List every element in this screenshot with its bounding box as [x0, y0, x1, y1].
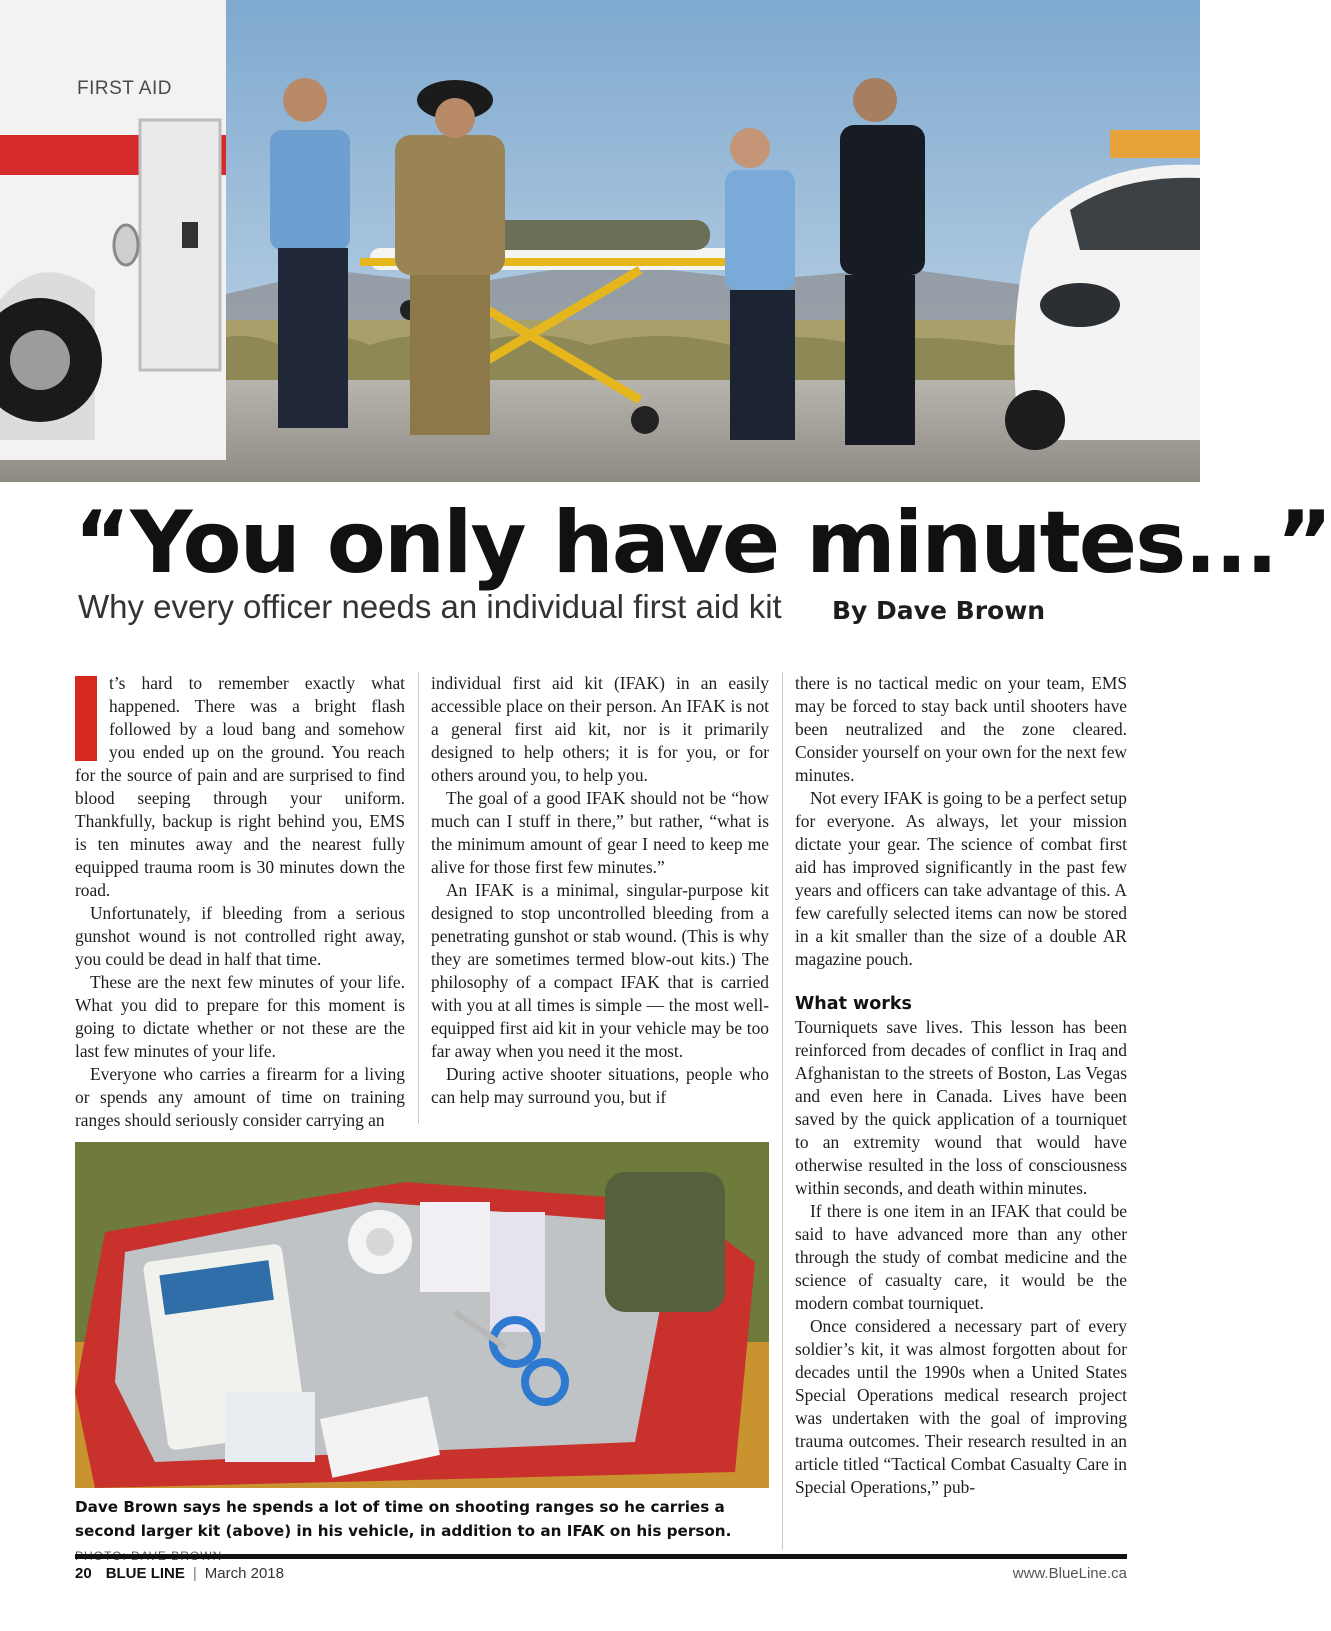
hero-photo — [0, 0, 1200, 482]
article-column-1 — [75, 672, 405, 1132]
column-divider — [418, 672, 419, 1124]
paragraph: Tourniquets save lives. This lesson has been reinforced from decades of conflict in Iraq and Afghanistan to the streets of Boston, Las Vegas and even here in Canada. Lives have been saved by the quick application of a tourniquet to an extremity wound that would have otherwise resulted in the loss of consciousness within seconds, and death within minutes. — [795, 1017, 1127, 1198]
paragraph: These are the next few minutes of your life. What you did to prepare for this moment is going to dictate whether or not these are the last few minutes of your life. — [75, 972, 405, 1061]
paragraph: The goal of a good IFAK should not be “how much can I stuff in there,” but rather, “what is the minimum amount of gear I need to keep me alive for those first few minutes.” — [431, 788, 769, 877]
page-number: 20 — [75, 1565, 92, 1582]
issue-date: March 2018 — [204, 1565, 284, 1582]
byline: By Dave Brown — [832, 596, 1046, 625]
drop-cap-bar — [75, 676, 97, 761]
article-column-3 — [795, 672, 1127, 1499]
paragraph: An IFAK is a minimal, singular-purpose kit designed to stop uncontrolled bleeding from a penetrating gunshot or stab wound. (This is why they are sometimes termed blow-out kits.) The philosophy of a compact IFAK that is carried with you at all times is simple — the most well-equipped first aid kit in your vehicle may be too far away when you need it the most. — [431, 880, 769, 1061]
paragraph: If there is one item in an IFAK that could be said to have advanced more than any other through the study of combat medicine and the science of casualty care, it would be the modern combat tourniquet. — [795, 1201, 1127, 1313]
footer-rule — [75, 1554, 1127, 1559]
website-link[interactable]: www.BlueLine.ca — [1012, 1565, 1127, 1582]
subhead: What works — [795, 994, 912, 1014]
section-tag: FIRST AID — [77, 78, 172, 99]
paragraph: Unfortunately, if bleeding from a serious gunshot wound is not controlled right away, you could be dead in half that time. — [75, 903, 405, 969]
footer-separator: | — [192, 1565, 197, 1582]
paragraph: During active shooter situations, people who can help may surround you, but if — [431, 1064, 769, 1107]
kit-photo — [75, 1142, 769, 1488]
page-footer — [75, 1565, 1127, 1582]
paragraph: t’s hard to remember exactly what happened. There was a bright flash followed by a loud bang and somehow you ended up on the ground. You reach for the source of pain and are surprised to find blood seeping through your uniform. Thankfully, backup is right behind you, EMS is ten minutes away and the nearest fully equipped trauma room is 30 minutes down the road. — [75, 673, 405, 900]
paragraph: individual first aid kit (IFAK) in an easily accessible place on their person. An IFAK is not a general first aid kit, nor is it primarily designed to help others; it is for you, or for others around you, to help you. — [431, 673, 769, 785]
magazine-name: BLUE LINE — [105, 1565, 185, 1582]
article-column-2 — [431, 672, 769, 1109]
column-divider — [782, 672, 783, 1550]
paragraph: there is no tactical medic on your team, EMS may be forced to stay back until shooters have been neutralized and the zone cleared. Consider yourself on your own for the next few minutes. — [795, 673, 1127, 785]
caption-text: Dave Brown says he spends a lot of time on shooting ranges so he carries a second larger kit (above) in his vehicle, in addition to an IFAK on his person. — [75, 1498, 732, 1540]
paragraph: Not every IFAK is going to be a perfect setup for everyone. As always, let your mission dictate your gear. The science of combat first aid has improved significantly in the past few years and officers can take advantage of this. A few carefully selected items can now be stored in a kit smaller than the size of a double AR magazine pouch. — [795, 788, 1127, 969]
paragraph: Once considered a necessary part of every soldier’s kit, it was almost forgotten about for decades until the 1990s when a United States Special Operations medical research project was undertaken with the goal of improving trauma outcomes. Their research resulted in an article titled “Tactical Combat Casualty Care in Special Operations,” pub- — [795, 1316, 1127, 1497]
paragraph: Everyone who carries a firearm for a living or spends any amount of time on training ranges should seriously consider carrying an — [75, 1064, 405, 1130]
article-headline: “You only have minutes...” — [74, 493, 1331, 593]
article-deck: Why every officer needs an individual first aid kit — [78, 588, 782, 625]
